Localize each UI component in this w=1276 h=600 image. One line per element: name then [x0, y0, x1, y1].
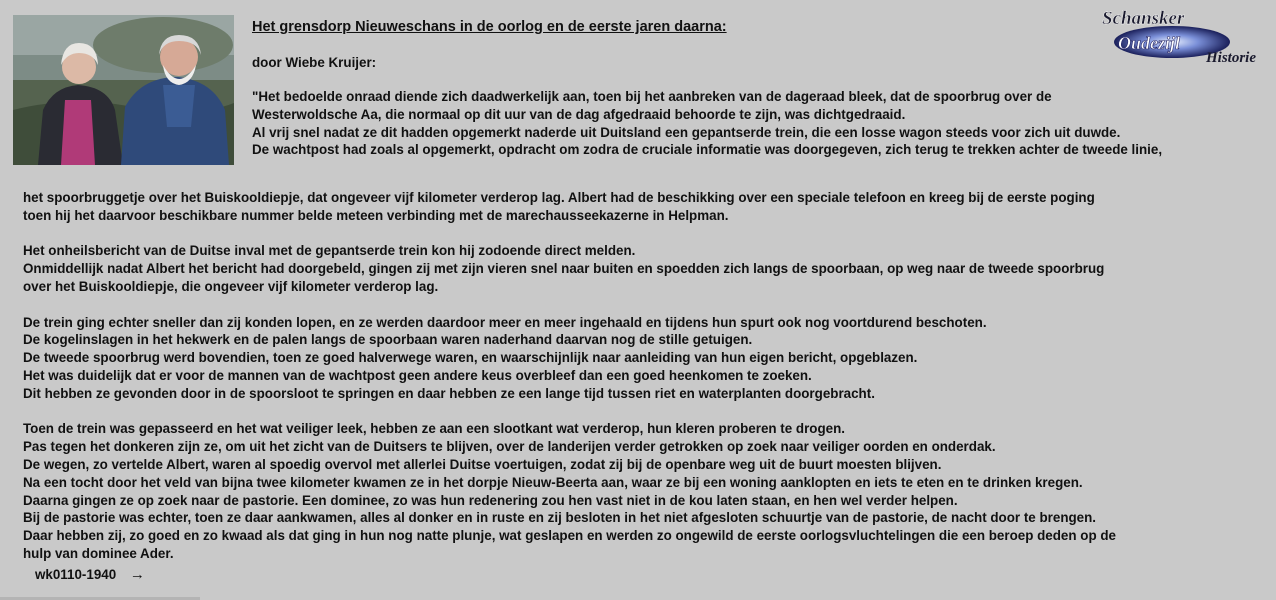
text-line: Dit hebben ze gevonden door in de spoorsloot te springen en daar hebben ze een lange tijd tussen riet en waterplanten doorgebracht. — [23, 385, 875, 401]
text-line: Het was duidelijk dat er voor de mannen van de wachtpost geen andere keus overbleef dan een goed heenkomen te zoeken. — [23, 367, 812, 383]
logo-line-1: Schansker — [1102, 8, 1185, 29]
article-body — [23, 189, 1268, 581]
couple-photo — [13, 15, 234, 165]
text-line: Daarna gingen ze op zoek naar de pastorie. Een dominee, zo was hun redenering zou hen vast niet in de kou laten staan, en hen wel verder helpen. — [23, 492, 958, 508]
text-line: toen hij het daarvoor beschikbare nummer belde meteen verbinding met de marechausseekazerne in Helpman. — [23, 207, 729, 223]
next-page-arrow-icon[interactable]: → — [129, 566, 145, 583]
text-line: Het onheilsbericht van de Duitse inval met de gepantserde trein kon hij zodoende direct melden. — [23, 243, 636, 259]
text-line: De kogelinslagen in het hekwerk en de palen langs de spoorbaan waren naderhand daarvan nog de stille getuigen. — [23, 332, 753, 348]
text-line: Pas tegen het donkeren zijn ze, om uit het zicht van de Duitsers te blijven, over de landerijen verder getrokken op zoek naar veiliger oorden en onderdak. — [23, 439, 996, 455]
paragraph-2 — [23, 242, 1268, 295]
paragraph-3 — [23, 314, 1268, 403]
logo-line-3: Historie — [1206, 50, 1257, 66]
text-line: Daar hebben zij, zo goed en zo kwaad als dat ging in hun nog natte plunje, wat geslapen en werden zo ongewild de eerste oorlogsvluchtelingen die een beroep deden op de — [23, 528, 1116, 544]
text-line: De tweede spoorbrug werd bovendien, toen ze goed halverwege waren, en waarschijnlijk naar aanleiding van hun eigen bericht, opgeblazen. — [23, 350, 918, 366]
text-line: "Het bedoelde onraad diende zich daadwerkelijk aan, toen bij het aanbreken van de dageraad bleek, dat de spoorbrug over de — [252, 89, 1052, 104]
article-header — [252, 17, 1272, 159]
reference-code: wk0110-1940 — [35, 567, 117, 582]
article-author: door Wiebe Kruijer: — [252, 55, 377, 70]
couple-photo-illustration — [13, 15, 234, 165]
paragraph-4 — [23, 420, 1268, 562]
text-line: het spoorbruggetje over het Buiskooldiepje, dat ongeveer vijf kilometer verderop lag. Albert had de beschikking over een speciale telefoon en kreeg bij de eerste poging — [23, 190, 1095, 205]
text-line: Westerwoldsche Aa, die normaal op dit uur van de dag afgedraaid behoorde te zijn, was dichtgedraaid. — [252, 106, 906, 122]
text-line: Al vrij snel nadat ze dit hadden opgemerkt naderde uit Duitsland een gepantserde trein, die een losse wagon steeds voor zich uit duwde. — [252, 124, 1121, 140]
text-line: Onmiddellijk nadat Albert het bericht had doorgebeld, gingen zij met zijn vieren snel naar buiten en spoedden zich langs de spoorbaan, op weg naar de tweede spoorbrug — [23, 261, 1105, 277]
text-line: De wegen, zo vertelde Albert, waren al spoedig overvol met allerlei Duitse voertuigen, zodat zij bij de openbare weg uit de buurt moesten blijven. — [23, 456, 942, 472]
text-line: Bij de pastorie was echter, toen ze daar aankwamen, alles al donker en in ruste en zij besloten in het niet afgesloten schuurtje van de pastorie, de nacht door te brengen. — [23, 510, 1097, 526]
page-reference — [35, 566, 145, 584]
logo-line-2: Oudezijl — [1118, 33, 1181, 53]
text-line: Toen de trein was gepasseerd en het wat veiliger leek, hebben ze aan een slootkant wat verderop, hun kleren proberen te drogen. — [23, 421, 846, 437]
text-line: hulp van dominee Ader. — [23, 545, 174, 561]
text-line: over het Buiskooldiepje, die ongeveer vijf kilometer verderop lag. — [23, 278, 439, 294]
article-title: Het grensdorp Nieuweschans in de oorlog en de eerste jaren daarna: — [252, 19, 727, 35]
intro-paragraph — [252, 88, 1272, 159]
text-line: De trein ging echter sneller dan zij konden lopen, en ze werden daardoor meer en meer ingehaald en tijdens hun spurt ook nog voortdurend beschoten. — [23, 314, 987, 330]
text-line: Na een tocht door het veld van bijna twee kilometer kwamen ze in het dorpje Nieuw-Beerta aan, waar ze bij een woning aanklopten en iets te eten en te drinken kregen. — [23, 474, 1083, 490]
text-line: De wachtpost had zoals al opgemerkt, opdracht om zodra de cruciale informatie was doorgegeven, zich terug te trekken achter de tweede linie, — [252, 142, 1163, 158]
paragraph-1 — [23, 189, 1268, 225]
